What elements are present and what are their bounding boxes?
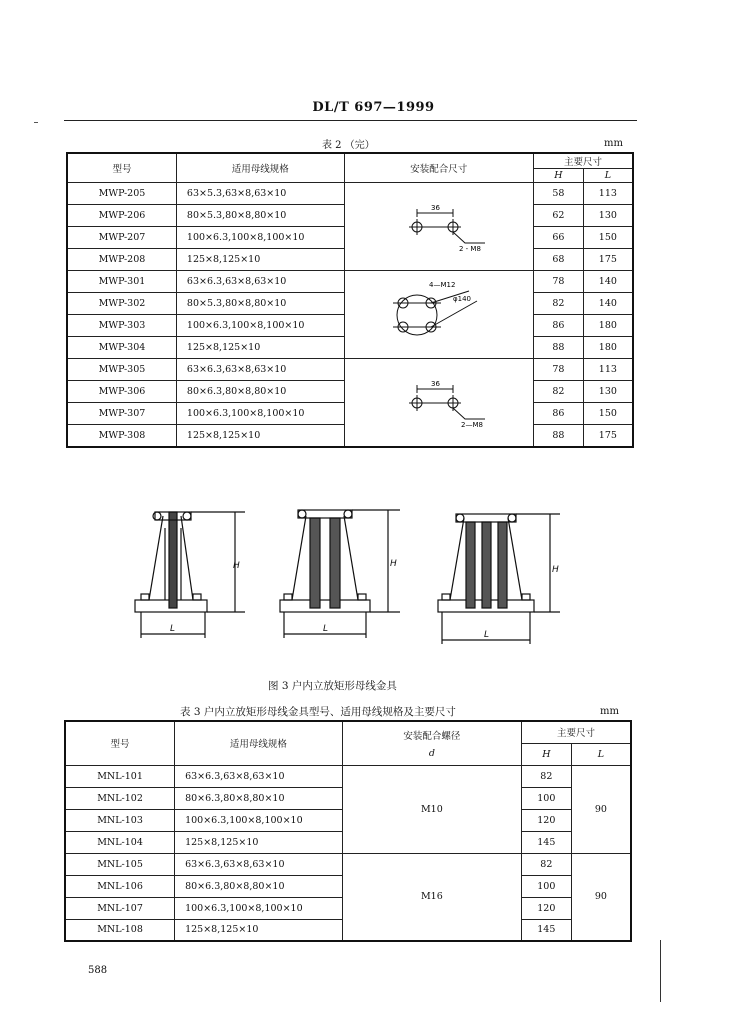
table-row [65,765,631,787]
col-header-model: 型号 [67,153,176,183]
table2 [66,152,634,448]
cell-model: MWP-308 [67,425,176,447]
cell-model: MNL-108 [65,919,175,941]
cell-spec: 63×6.3,63×8,63×10 [176,359,344,381]
cell-l: 180 [583,337,633,359]
cell-spec: 125×8,125×10 [175,919,343,941]
t3-col-header-h: H [521,743,571,765]
fitting-drawing-3 [438,514,560,644]
cell-h: 86 [534,403,584,425]
cell-spec: 80×6.3,80×8,80×10 [175,875,343,897]
fit-bolt-4: 4—M12 [428,281,456,289]
t3-col-header-model: 型号 [65,721,175,765]
cell-model: MWP-305 [67,359,176,381]
cell-h: 145 [521,919,571,941]
dim-h-3: H [552,565,559,575]
cell-h: 62 [534,205,584,227]
margin-line [660,940,661,1002]
cell-h: 78 [534,359,584,381]
cell-h: 82 [534,293,584,315]
margin-mark [34,122,38,123]
table2-unit: mm [604,138,623,149]
table-row [65,853,631,875]
table-row [67,183,633,205]
fit-bolt: 2 - M8 [458,245,481,253]
t3-col-header-spec: 适用母线规格 [175,721,343,765]
col-header-l: L [583,169,633,183]
cell-model: MWP-306 [67,381,176,403]
cell-h: 82 [521,853,571,875]
fitting-drawing-1 [135,512,245,638]
cell-fit-diagram [344,359,533,447]
standard-code-header: DL/T 697—1999 [312,100,435,115]
cell-spec: 125×8,125×10 [176,425,344,447]
cell-spec: 125×8,125×10 [175,831,343,853]
cell-l: 130 [583,381,633,403]
cell-spec: 63×6.3,63×8,63×10 [176,271,344,293]
cell-model: MWP-208 [67,249,176,271]
cell-h: 100 [521,787,571,809]
cell-l: 113 [583,359,633,381]
cell-model: MWP-302 [67,293,176,315]
cell-h: 66 [534,227,584,249]
t3-col-header-bolt [342,721,521,765]
cell-model: MNL-104 [65,831,175,853]
cell-spec: 100×6.3,100×8,100×10 [175,897,343,919]
cell-l: 180 [583,315,633,337]
cell-l: 140 [583,271,633,293]
col-header-h: H [534,169,584,183]
fit-dim: 36 [430,204,440,212]
cell-spec: 63×5.3,63×8,63×10 [176,183,344,205]
cell-spec: 80×6.3,80×8,80×10 [175,787,343,809]
fit-dia: φ140 [452,295,471,303]
cell-fit-diagram [344,183,533,271]
cell-spec: 125×8,125×10 [176,337,344,359]
cell-h: 78 [534,271,584,293]
cell-l: 90 [571,853,631,941]
t3-col-header-main: 主要尺寸 [521,721,631,743]
cell-spec: 100×6.3,100×8,100×10 [176,315,344,337]
cell-l: 150 [583,403,633,425]
cell-model: MWP-307 [67,403,176,425]
cell-l: 175 [583,249,633,271]
page-number: 588 [88,965,108,976]
cell-spec: 63×6.3,63×8,63×10 [175,765,343,787]
cell-h: 58 [534,183,584,205]
t3-col-header-bolt-label: 安装配合螺径 [403,730,461,742]
col-header-spec: 适用母线规格 [176,153,344,183]
cell-model: MNL-107 [65,897,175,919]
dim-h-1: H [233,561,240,571]
cell-model: MNL-102 [65,787,175,809]
cell-h: 88 [534,337,584,359]
t3-col-header-l: L [571,743,631,765]
fit-diagram-2bolt-b [379,371,499,431]
cell-spec: 100×6.3,100×8,100×10 [175,809,343,831]
cell-model: MWP-304 [67,337,176,359]
dim-h-2: H [390,559,397,569]
cell-spec: 80×5.3,80×8,80×10 [176,205,344,227]
figure3-caption: 图 3 户内立放矩形母线金具 [268,680,397,692]
table-row [67,359,633,381]
fit-dim-b: 36 [430,379,440,388]
fit-diagram-2bolt [379,195,499,255]
col-header-fit: 安装配合尺寸 [344,153,533,183]
cell-h: 68 [534,249,584,271]
cell-h: 120 [521,897,571,919]
cell-h: 145 [521,831,571,853]
cell-bolt: M10 [342,765,521,853]
dim-l-2: L [323,624,329,634]
cell-l: 175 [583,425,633,447]
cell-spec: 100×6.3,100×8,100×10 [176,403,344,425]
cell-l: 140 [583,293,633,315]
cell-h: 82 [534,381,584,403]
fit-diagram-4bolt [369,273,509,353]
cell-spec: 125×8,125×10 [176,249,344,271]
figure3-drawing [120,488,620,658]
dim-l-3: L [484,630,490,640]
cell-l: 130 [583,205,633,227]
cell-bolt: M16 [342,853,521,941]
cell-h: 120 [521,809,571,831]
cell-model: MNL-101 [65,765,175,787]
cell-model: MWP-206 [67,205,176,227]
cell-model: MNL-106 [65,875,175,897]
cell-model: MWP-301 [67,271,176,293]
cell-model: MWP-207 [67,227,176,249]
t3-col-header-bolt-sub: d [428,747,435,759]
cell-h: 88 [534,425,584,447]
cell-spec: 80×5.3,80×8,80×10 [176,293,344,315]
table2-caption: 表 2 （完） [322,140,375,151]
cell-fit-diagram [344,271,533,359]
table3-unit: mm [600,706,619,717]
cell-h: 86 [534,315,584,337]
fit-bolt-b: 2—M8 [460,420,483,429]
cell-h: 82 [521,765,571,787]
cell-spec: 100×6.3,100×8,100×10 [176,227,344,249]
cell-l: 90 [571,765,631,853]
cell-model: MWP-205 [67,183,176,205]
cell-model: MNL-105 [65,853,175,875]
col-header-main: 主要尺寸 [534,153,633,169]
cell-model: MNL-103 [65,809,175,831]
cell-spec: 63×6.3,63×8,63×10 [175,853,343,875]
cell-h: 100 [521,875,571,897]
cell-l: 150 [583,227,633,249]
table-row [67,271,633,293]
cell-model: MWP-303 [67,315,176,337]
dim-l-1: L [170,624,176,634]
table3-caption: 表 3 户内立放矩形母线金具型号、适用母线规格及主要尺寸 [180,706,456,718]
cell-spec: 80×6.3,80×8,80×10 [176,381,344,403]
table3 [64,720,632,942]
cell-l: 113 [583,183,633,205]
header-rule [64,120,637,121]
fitting-drawing-2 [280,510,400,638]
